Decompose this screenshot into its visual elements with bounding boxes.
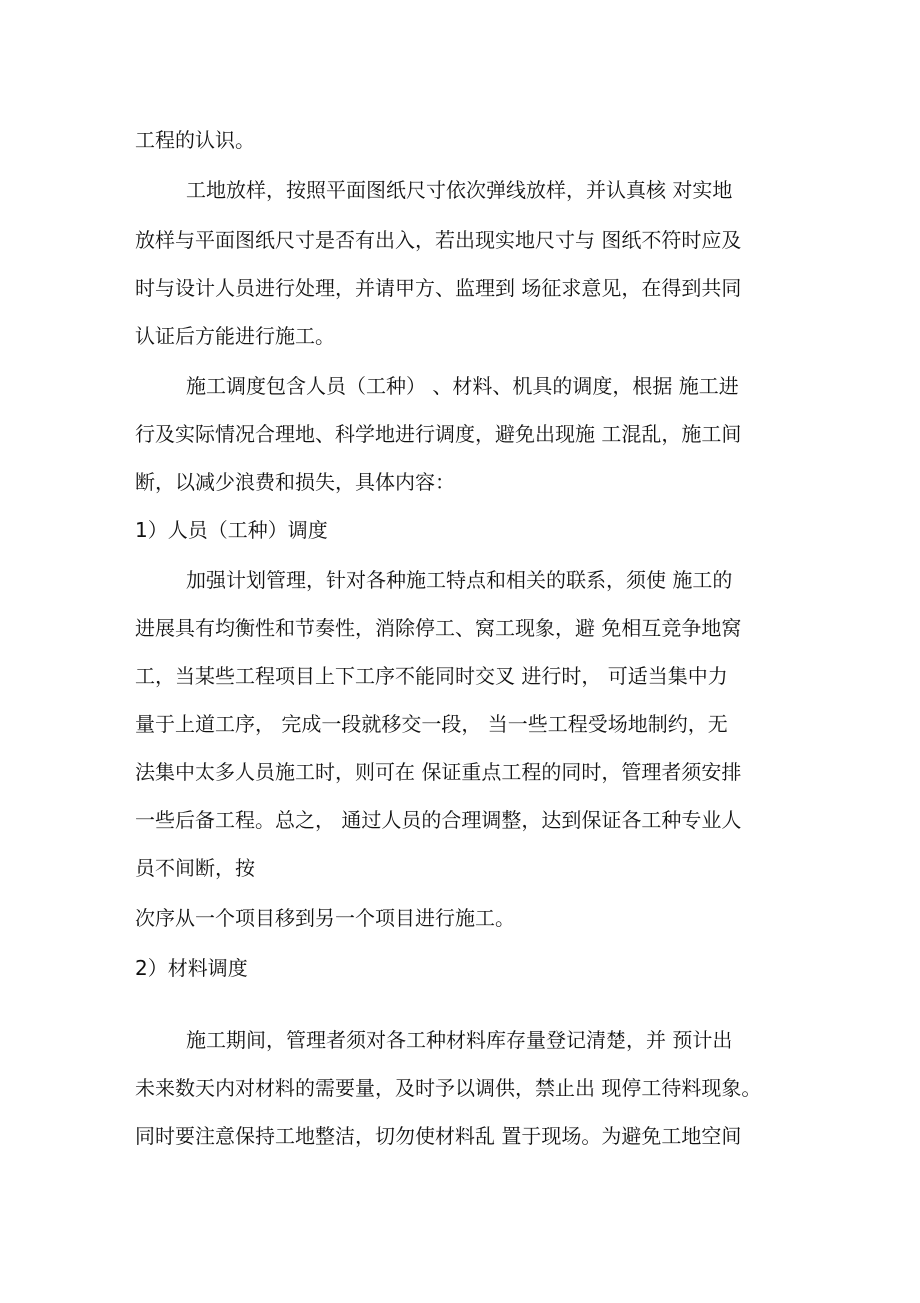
section-heading: 2）材料调度 — [135, 956, 248, 980]
text-line: 同时要注意保持工地整洁，切勿使材料乱 置于现场。为避免工地空间 — [135, 1124, 742, 1148]
text-line: 加强计划管理，针对各种施工特点和相关的联系，须使 施工的 — [186, 568, 733, 592]
text-line: 员不间断，按 — [135, 856, 255, 880]
text-line: 法集中太多人员施工时，则可在 保证重点工程的同时，管理者须安排 — [135, 760, 742, 784]
text-line: 次序从一个项目移到另一个项目进行施工。 — [135, 906, 515, 930]
text-line: 认证后方能进行施工。 — [135, 324, 335, 348]
text-line: 放样与平面图纸尺寸是否有出入，若出现实地尺寸与 图纸不符时应及 — [135, 228, 742, 252]
text-line: 工，当某些工程项目上下工序不能同时交叉 进行时， 可适当集中力 — [135, 664, 728, 688]
text-line: 未来数天内对材料的需要量，及时予以调供，禁止出 现停工待料现象。 — [135, 1076, 762, 1100]
text-line: 量于上道工序， 完成一段就移交一段， 当一些工程受场地制约，无 — [135, 712, 728, 736]
text-line: 施工期间，管理者须对各工种材料库存量登记清楚，并 预计出 — [186, 1028, 733, 1052]
text-line: 时与设计人员进行处理，并请甲方、监理到 场征求意见，在得到共同 — [135, 276, 742, 300]
text-line: 工地放样，按照平面图纸尺寸依次弹线放样，并认真核 对实地 — [186, 178, 733, 202]
text-line: 工程的认识。 — [135, 128, 255, 152]
text-line: 进展具有均衡性和节奏性，消除停工、窝工现象，避 免相互竞争地窝 — [135, 616, 742, 640]
section-heading: 1）人员（工种）调度 — [135, 518, 328, 542]
text-line: 行及实际情况合理地、科学地进行调度，避免出现施 工混乱，施工间 — [135, 422, 742, 446]
text-line: 一些后备工程。总之， 通过人员的合理调整，达到保证各工种专业人 — [135, 808, 742, 832]
text-line: 断，以减少浪费和损失，具体内容： — [135, 470, 455, 494]
text-line: 施工调度包含人员（工种） 、材料、机具的调度，根据 施工进 — [186, 374, 739, 398]
